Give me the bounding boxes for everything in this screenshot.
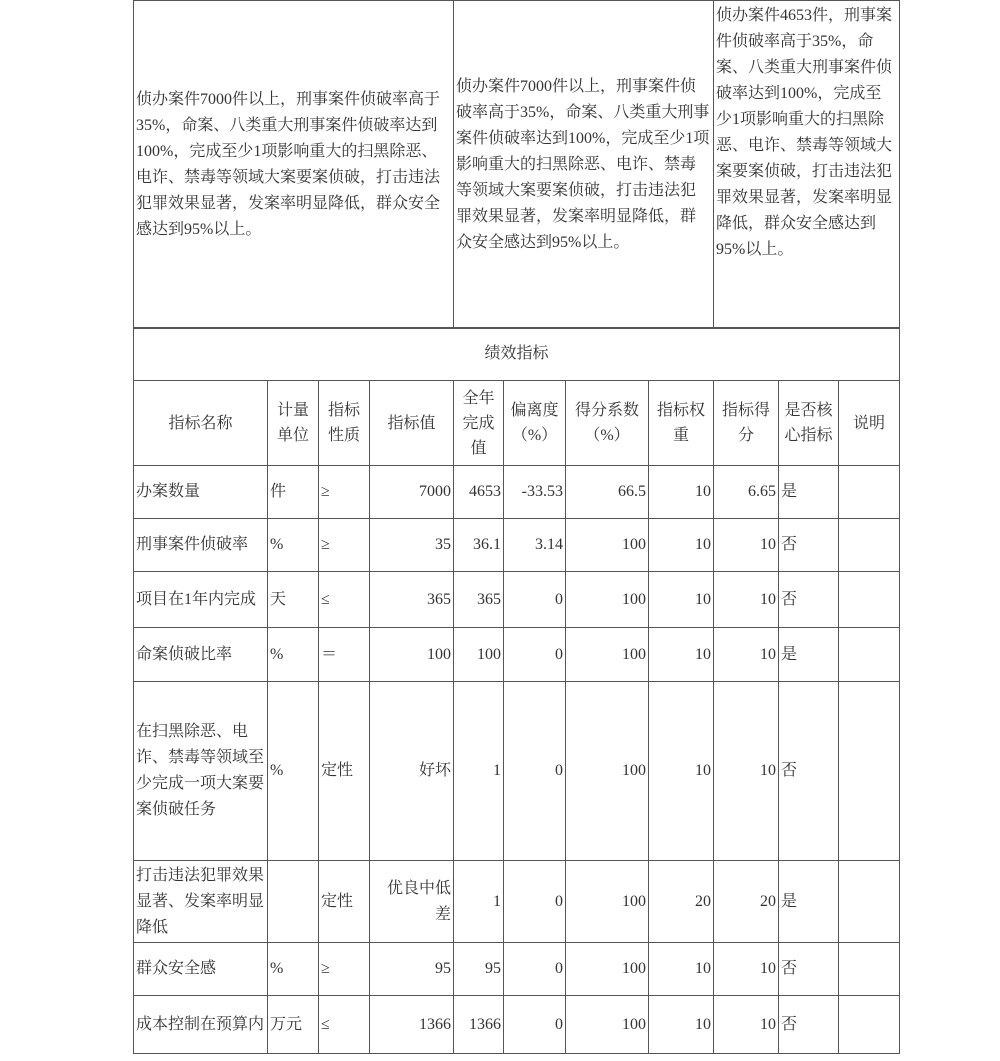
table-row: [134, 996, 900, 1054]
header-score-coefficient: 得分系数（%）: [566, 381, 649, 466]
cell-target-value: 优良中低差: [370, 861, 454, 943]
cell-nature: ≤: [319, 572, 370, 628]
targets-row: [134, 1, 900, 329]
cell-indicator-name: 打击违法犯罪效果显著、发案率明显降低: [134, 861, 268, 943]
cell-unit: 万元: [268, 996, 319, 1054]
cell-score: 6.65: [714, 466, 779, 519]
cell-deviation: 0: [504, 943, 566, 996]
header-deviation: 偏离度（%）: [504, 381, 566, 466]
cell-indicator-name: 群众安全感: [134, 943, 268, 996]
cell-nature: 定性: [319, 682, 370, 861]
cell-nature: ＝: [319, 628, 370, 682]
cell-weight: 10: [649, 996, 714, 1054]
header-row: [134, 381, 900, 466]
cell-weight: 10: [649, 628, 714, 682]
header-target-value: 指标值: [370, 381, 454, 466]
cell-score-coefficient: 100: [566, 572, 649, 628]
cell-indicator-name: 在扫黑除恶、电诈、禁毒等领域至少完成一项大案要案侦破任务: [134, 682, 268, 861]
actual-completion-cell: 侦办案件4653件，刑事案件侦破率高于35%，命案、八类重大刑事案件侦破率达到100%，完成至少1项影响重大的扫黑除恶、电诈、禁毒等领域大案要案侦破，打击违法犯罪效果显著，发案率明显降低，群众安全感达到95%以上。: [714, 1, 900, 329]
cell-score: 10: [714, 682, 779, 861]
table-row: [134, 861, 900, 943]
header-score: 指标得分: [714, 381, 779, 466]
cell-unit: %: [268, 943, 319, 996]
cell-actual-value: 36.1: [454, 519, 504, 572]
cell-score-coefficient: 100: [566, 943, 649, 996]
cell-score: 10: [714, 628, 779, 682]
cell-score: 10: [714, 519, 779, 572]
cell-deviation: 0: [504, 682, 566, 861]
table-row: [134, 572, 900, 628]
cell-is-core: 否: [779, 996, 839, 1054]
cell-target-value: 35: [370, 519, 454, 572]
cell-is-core: 否: [779, 682, 839, 861]
cell-target-value: 365: [370, 572, 454, 628]
cell-indicator-name: 成本控制在预算内: [134, 996, 268, 1054]
table-row: [134, 628, 900, 682]
cell-remark: [839, 943, 900, 996]
cell-is-core: 否: [779, 519, 839, 572]
cell-score: 10: [714, 943, 779, 996]
cell-score-coefficient: 66.5: [566, 466, 649, 519]
cell-score: 10: [714, 996, 779, 1054]
cell-indicator-name: 办案数量: [134, 466, 268, 519]
cell-score: 20: [714, 861, 779, 943]
header-remark: 说明: [839, 381, 900, 466]
cell-actual-value: 365: [454, 572, 504, 628]
cell-actual-value: 4653: [454, 466, 504, 519]
performance-table: [133, 327, 900, 1054]
cell-remark: [839, 519, 900, 572]
header-unit: 计量单位: [268, 381, 319, 466]
cell-nature: ≥: [319, 466, 370, 519]
header-nature: 指标性质: [319, 381, 370, 466]
cell-unit: %: [268, 682, 319, 861]
table-row: [134, 519, 900, 572]
header-is-core: 是否核心指标: [779, 381, 839, 466]
cell-nature: ≥: [319, 943, 370, 996]
cell-indicator-name: 命案侦破比率: [134, 628, 268, 682]
table-row: [134, 466, 900, 519]
cell-actual-value: 1366: [454, 996, 504, 1054]
cell-score-coefficient: 100: [566, 682, 649, 861]
cell-nature: 定性: [319, 861, 370, 943]
cell-deviation: 0: [504, 572, 566, 628]
cell-is-core: 是: [779, 861, 839, 943]
cell-score-coefficient: 100: [566, 861, 649, 943]
cell-weight: 10: [649, 682, 714, 861]
table-row: [134, 682, 900, 861]
header-indicator-name: 指标名称: [134, 381, 268, 466]
cell-nature: ≥: [319, 519, 370, 572]
cell-remark: [839, 861, 900, 943]
cell-is-core: 是: [779, 466, 839, 519]
cell-score-coefficient: 100: [566, 519, 649, 572]
cell-actual-value: 1: [454, 861, 504, 943]
cell-remark: [839, 996, 900, 1054]
cell-remark: [839, 572, 900, 628]
cell-weight: 10: [649, 943, 714, 996]
cell-deviation: 0: [504, 628, 566, 682]
cell-weight: 10: [649, 466, 714, 519]
cell-remark: [839, 466, 900, 519]
cell-actual-value: 100: [454, 628, 504, 682]
cell-indicator-name: 项目在1年内完成: [134, 572, 268, 628]
cell-unit: %: [268, 519, 319, 572]
header-actual-value: 全年完成值: [454, 381, 504, 466]
cell-remark: [839, 682, 900, 861]
cell-deviation: -33.53: [504, 466, 566, 519]
table-row: [134, 943, 900, 996]
cell-target-value: 1366: [370, 996, 454, 1054]
cell-deviation: 0: [504, 861, 566, 943]
cell-target-value: 7000: [370, 466, 454, 519]
cell-score-coefficient: 100: [566, 996, 649, 1054]
cell-score-coefficient: 100: [566, 628, 649, 682]
cell-nature: ≤: [319, 996, 370, 1054]
annual-target-cell: 侦办案件7000件以上，刑事案件侦破率高于35%，命案、八类重大刑事案件侦破率达到100%，完成至少1项影响重大的扫黑除恶、电诈、禁毒等领域大案要案侦破，打击违法犯罪效果显著，发案率明显降低，群众安全感达到95%以上。: [134, 1, 454, 329]
section-title: 绩效指标: [134, 328, 900, 381]
cell-unit: %: [268, 628, 319, 682]
cell-is-core: 是: [779, 628, 839, 682]
cell-weight: 20: [649, 861, 714, 943]
cell-is-core: 否: [779, 943, 839, 996]
cell-is-core: 否: [779, 572, 839, 628]
cell-unit: 件: [268, 466, 319, 519]
cell-unit: [268, 861, 319, 943]
cell-deviation: 3.14: [504, 519, 566, 572]
cell-remark: [839, 628, 900, 682]
cell-weight: 10: [649, 572, 714, 628]
cell-weight: 10: [649, 519, 714, 572]
header-weight: 指标权重: [649, 381, 714, 466]
cell-deviation: 0: [504, 996, 566, 1054]
cell-unit: 天: [268, 572, 319, 628]
cell-actual-value: 1: [454, 682, 504, 861]
cell-indicator-name: 刑事案件侦破率: [134, 519, 268, 572]
cell-target-value: 100: [370, 628, 454, 682]
targets-table: [133, 0, 900, 329]
cell-actual-value: 95: [454, 943, 504, 996]
cell-target-value: 好坏: [370, 682, 454, 861]
planned-target-cell: 侦办案件7000件以上，刑事案件侦破率高于35%，命案、八类重大刑事案件侦破率达到100%，完成至少1项影响重大的扫黑除恶、电诈、禁毒等领域大案要案侦破，打击违法犯罪效果显著，发案率明显降低，群众安全感达到95%以上。: [454, 1, 714, 329]
cell-score: 10: [714, 572, 779, 628]
cell-target-value: 95: [370, 943, 454, 996]
